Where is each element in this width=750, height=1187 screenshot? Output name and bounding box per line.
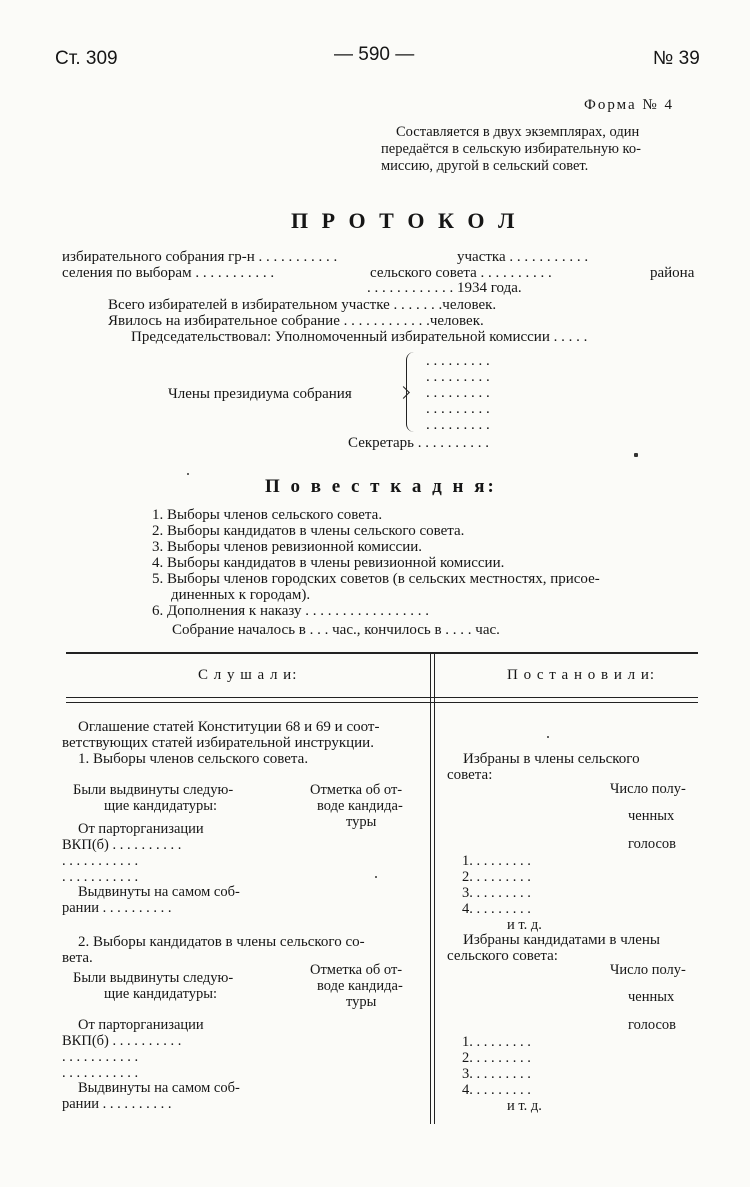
mark-label-2b: воде кандида-: [317, 978, 403, 994]
agenda-item-6: 6. Дополнения к наказу . . . . . . . . . . . . . . . . .: [152, 603, 429, 619]
elected-row-1: 1. . . . . . . . .: [462, 853, 531, 869]
votes-label-2c: голосов: [628, 1017, 677, 1033]
votes-label-1b: ченных: [628, 808, 675, 824]
scan-speck: [547, 736, 549, 738]
table-divider-left: [430, 652, 431, 1124]
chairperson-line: Председательствовал: Уполномоченный избирательной комиссии . . . . .: [131, 329, 588, 345]
column-header-decided: П о с т а н о в и л и:: [507, 667, 656, 683]
party-label-1a: От парторганизации: [78, 821, 204, 837]
nominated-label-1b: щие кандидатуры:: [104, 798, 217, 814]
intro-line-2: ветствующих статей избирательной инструкции.: [62, 735, 374, 751]
presidium-dots-3: . . . . . . . . .: [426, 385, 490, 401]
votes-label-2a: Число полу-: [610, 962, 686, 978]
candidate-row-4: 4. . . . . . . . .: [462, 1082, 531, 1098]
dotted-line-1b: . . . . . . . . . . .: [62, 869, 139, 885]
agenda-title: П о в е с т к а д н я:: [265, 476, 497, 497]
protocol-line-1a: избирательного собрания гр-н . . . . . . . . . . .: [62, 249, 338, 265]
document-number: № 39: [653, 48, 700, 69]
candidate-row-3: 3. . . . . . . . .: [462, 1066, 531, 1082]
dotted-line-2b: . . . . . . . . . . .: [62, 1065, 139, 1081]
meeting-times: Собрание началось в . . . час., кончилось в . . . . час.: [172, 622, 500, 638]
mark-label-1c: туры: [346, 814, 377, 830]
nominated-label-1a: Были выдвинуты следую-: [73, 782, 234, 798]
protocol-title: П Р О Т О К О Л: [291, 208, 519, 233]
candidate-etc: и т. д.: [507, 1098, 542, 1114]
scan-speck: [187, 473, 189, 475]
mark-label-1a: Отметка об от-: [310, 782, 403, 798]
presidium-dots-2: . . . . . . . . .: [426, 369, 490, 385]
form-note-line-2: передаётся в сельскую избирательную ко-: [381, 141, 641, 157]
presidium-dots-1: . . . . . . . . .: [426, 353, 490, 369]
votes-label-1c: голосов: [628, 836, 677, 852]
form-note-line-1: Составляется в двух экземплярах, один: [396, 124, 640, 140]
protocol-line-2a: селения по выборам . . . . . . . . . . .: [62, 265, 275, 281]
table-header-rule-2: [66, 702, 698, 703]
elected-members-b: совета:: [447, 767, 493, 783]
page-number: — 590 —: [334, 44, 415, 65]
scan-speck: [634, 453, 638, 457]
from-meeting-1a: Выдвинуты на самом соб-: [78, 884, 240, 900]
protocol-year-line: . . . . . . . . . . . . 1934 года.: [367, 280, 522, 296]
party-label-2a: От парторганизации: [78, 1017, 204, 1033]
mark-label-2a: Отметка об от-: [310, 962, 403, 978]
intro-line-1: Оглашение статей Конституции 68 и 69 и соот-: [78, 719, 380, 735]
agenda-item-5-cont: диненных к городам).: [171, 587, 311, 603]
nominated-label-2a: Были выдвинуты следую-: [73, 970, 234, 986]
voters-present: Явилось на избирательное собрание . . . . . . . . . . . .человек.: [108, 313, 484, 329]
elected-row-3: 3. . . . . . . . .: [462, 885, 531, 901]
dotted-line-2a: . . . . . . . . . . .: [62, 1049, 139, 1065]
table-header-rule-1: [66, 697, 698, 698]
from-meeting-2b: рании . . . . . . . . . .: [62, 1096, 172, 1112]
protocol-line-2c: района: [650, 265, 695, 281]
presidium-label: Члены президиума собрания: [168, 386, 352, 402]
votes-label-1a: Число полу-: [610, 781, 686, 797]
agenda-item-2: 2. Выборы кандидатов в члены сельского совета.: [152, 523, 465, 539]
elected-row-4: 4. . . . . . . . .: [462, 901, 531, 917]
party-label-1b: ВКП(б) . . . . . . . . . .: [62, 837, 182, 853]
section-2-title-b: вета.: [62, 950, 93, 966]
table-divider-right: [434, 652, 435, 1124]
elected-row-2: 2. . . . . . . . .: [462, 869, 531, 885]
agenda-item-5: 5. Выборы членов городских советов (в сельских местностях, присое-: [152, 571, 600, 587]
mark-label-1b: воде кандида-: [317, 798, 403, 814]
mark-label-2c: туры: [346, 994, 377, 1010]
scan-speck: [375, 876, 377, 878]
candidate-row-2: 2. . . . . . . . .: [462, 1050, 531, 1066]
table-top-rule: [66, 652, 698, 654]
protocol-line-1b: участка . . . . . . . . . . .: [457, 249, 589, 265]
section-2-title-a: 2. Выборы кандидатов в члены сельского со-: [78, 934, 365, 950]
party-label-2b: ВКП(б) . . . . . . . . . .: [62, 1033, 182, 1049]
form-label: Форма № 4: [584, 97, 674, 113]
voters-total: Всего избирателей в избирательном участке . . . . . . .человек.: [108, 297, 497, 313]
protocol-line-2b: сельского совета . . . . . . . . . .: [370, 265, 552, 281]
nominated-label-2b: щие кандидатуры:: [104, 986, 217, 1002]
from-meeting-2a: Выдвинуты на самом соб-: [78, 1080, 240, 1096]
section-1-title: 1. Выборы членов сельского совета.: [78, 751, 309, 767]
secretary-line: Секретарь . . . . . . . . . .: [348, 435, 490, 451]
agenda-item-4: 4. Выборы кандидатов в члены ревизионной комиссии.: [152, 555, 505, 571]
presidium-dots-5: . . . . . . . . .: [426, 417, 490, 433]
elected-candidates-b: сельского совета:: [447, 948, 558, 964]
page-section-label: Ст. 309: [55, 48, 118, 69]
column-header-heard: С л у ш а л и:: [198, 667, 298, 683]
presidium-dots-4: . . . . . . . . .: [426, 401, 490, 417]
agenda-item-1: 1. Выборы членов сельского совета.: [152, 507, 383, 523]
candidate-row-1: 1. . . . . . . . .: [462, 1034, 531, 1050]
elected-candidates-a: Избраны кандидатами в члены: [463, 932, 660, 948]
elected-members-a: Избраны в члены сельского: [463, 751, 640, 767]
form-note-line-3: миссию, другой в сельский совет.: [381, 158, 589, 174]
votes-label-2b: ченных: [628, 989, 675, 1005]
from-meeting-1b: рании . . . . . . . . . .: [62, 900, 172, 916]
dotted-line-1a: . . . . . . . . . . .: [62, 853, 139, 869]
elected-etc: и т. д.: [507, 917, 542, 933]
agenda-item-3: 3. Выборы членов ревизионной комиссии.: [152, 539, 423, 555]
